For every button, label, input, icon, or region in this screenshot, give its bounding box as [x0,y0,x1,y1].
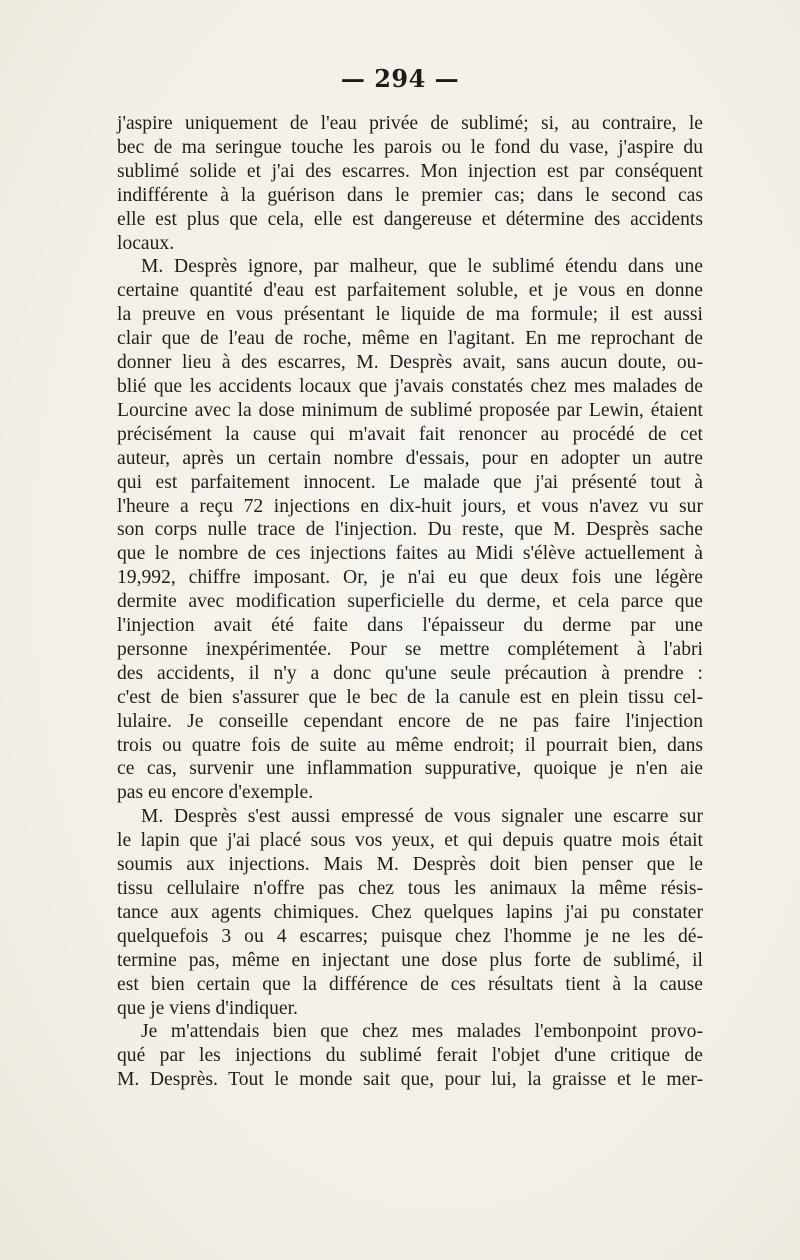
text-line: quelquefois 3 ou 4 escarres; puisque chez l'homme je ne les dé- [117,925,703,947]
text-line: est bien certain que la différence de ces résultats tient à la cause [117,973,703,995]
text-line: M. Desprès s'est aussi empressé de vous signaler une escarre sur [141,806,703,828]
text-line: précisément la cause qui m'avait fait renoncer au procédé de cet [117,423,703,445]
text-line: sublimé solide et j'ai des escarres. Mon injection est par conséquent [117,160,703,182]
text-line: que le nombre de ces injections faites au Midi s'élève actuellement à [117,543,703,565]
text-line: des accidents, il n'y a donc qu'une seule précaution à prendre : [117,662,703,684]
text-line: locaux. [117,232,175,254]
text-line: qué par les injections du sublimé ferait l'objet d'une critique de [117,1045,703,1067]
text-line: M. Desprès. Tout le monde sait que, pour lui, la graisse et le mer- [117,1069,703,1091]
text-line: c'est de bien s'assurer que le bec de la canule est en plein tissu cel- [117,686,703,708]
body-text [117,112,703,1092]
text-line: ce cas, survenir une inflammation suppurative, quoique je n'en aie [117,758,703,780]
text-line: personne inexpérimentée. Pour se mettre complétement à l'abri [117,638,703,660]
text-line: tance aux agents chimiques. Chez quelques lapins j'ai pu constater [117,901,703,923]
text-line: qui est parfaitement innocent. Le malade que j'ai présenté tout à [117,471,703,493]
text-line: auteur, après un certain nombre d'essais, pour en adopter un autre [117,447,703,469]
text-line: Je m'attendais bien que chez mes malades l'embonpoint provo- [141,1021,703,1043]
paragraph [117,255,703,805]
paragraph [117,1020,703,1092]
text-line: M. Desprès ignore, par malheur, que le sublimé étendu dans une [141,256,703,278]
text-line: tissu cellulaire n'offre pas chez tous les animaux la même résis- [117,878,703,899]
page-number: — 294 — [340,64,460,93]
text-line: Lourcine avec la dose minimum de sublimé proposée par Lewin, étaient [117,399,703,421]
text-line: que je viens d'indiquer. [117,997,298,1019]
text-line: clair que de l'eau de roche, même en l'agitant. En me reprochant de [117,328,703,350]
text-line: l'heure a reçu 72 injections en dix-huit jours, et vous n'avez vu sur [117,495,703,517]
text-line: elle est plus que cela, elle est dangereuse et détermine des accidents [117,208,703,230]
text-line: soumis aux injections. Mais M. Desprès doit bien penser que le [117,854,703,876]
text-line: son corps nulle trace de l'injection. Du reste, que M. Desprès sache [117,519,703,541]
text-line: donner lieu à des escarres, M. Desprès avait, sans aucun doute, ou- [117,352,703,374]
text-line: 19,992, chiffre imposant. Or, je n'ai eu que deux fois une légère [117,567,703,589]
text-line: bec de ma seringue touche les parois ou le fond du vase, j'aspire du [117,136,703,158]
text-line: le lapin que j'ai placé sous vos yeux, et qui depuis quatre mois était [117,830,703,852]
text-line: blié que les accidents locaux que j'avais constatés chez mes malades de [117,375,703,397]
text-line: trois ou quatre fois de suite au même endroit; il pourrait bien, dans [117,734,703,756]
text-line: j'aspire uniquement de l'eau privée de sublimé; si, au contraire, le [117,113,703,134]
text-line: la preuve en vous présentant le liquide de ma formule; il est aussi [117,304,703,326]
paragraph [117,805,703,1020]
text-line: l'injection avait été faite dans l'épaisseur du derme par une [117,615,703,637]
text-line: certaine quantité d'eau est parfaitement soluble, et je vous en donne [117,280,703,302]
text-line: indifférente à la guérison dans le premier cas; dans le second cas [117,184,703,206]
text-line: lulaire. Je conseille cependant encore de ne pas faire l'injection [117,710,703,732]
text-line: pas eu encore d'exemple. [117,782,314,804]
paragraph [117,112,703,255]
text-line: dermite avec modification superficielle du derme, et cela parce que [117,591,703,613]
text-line: termine pas, même en injectant une dose plus forte de sublimé, il [117,949,703,971]
